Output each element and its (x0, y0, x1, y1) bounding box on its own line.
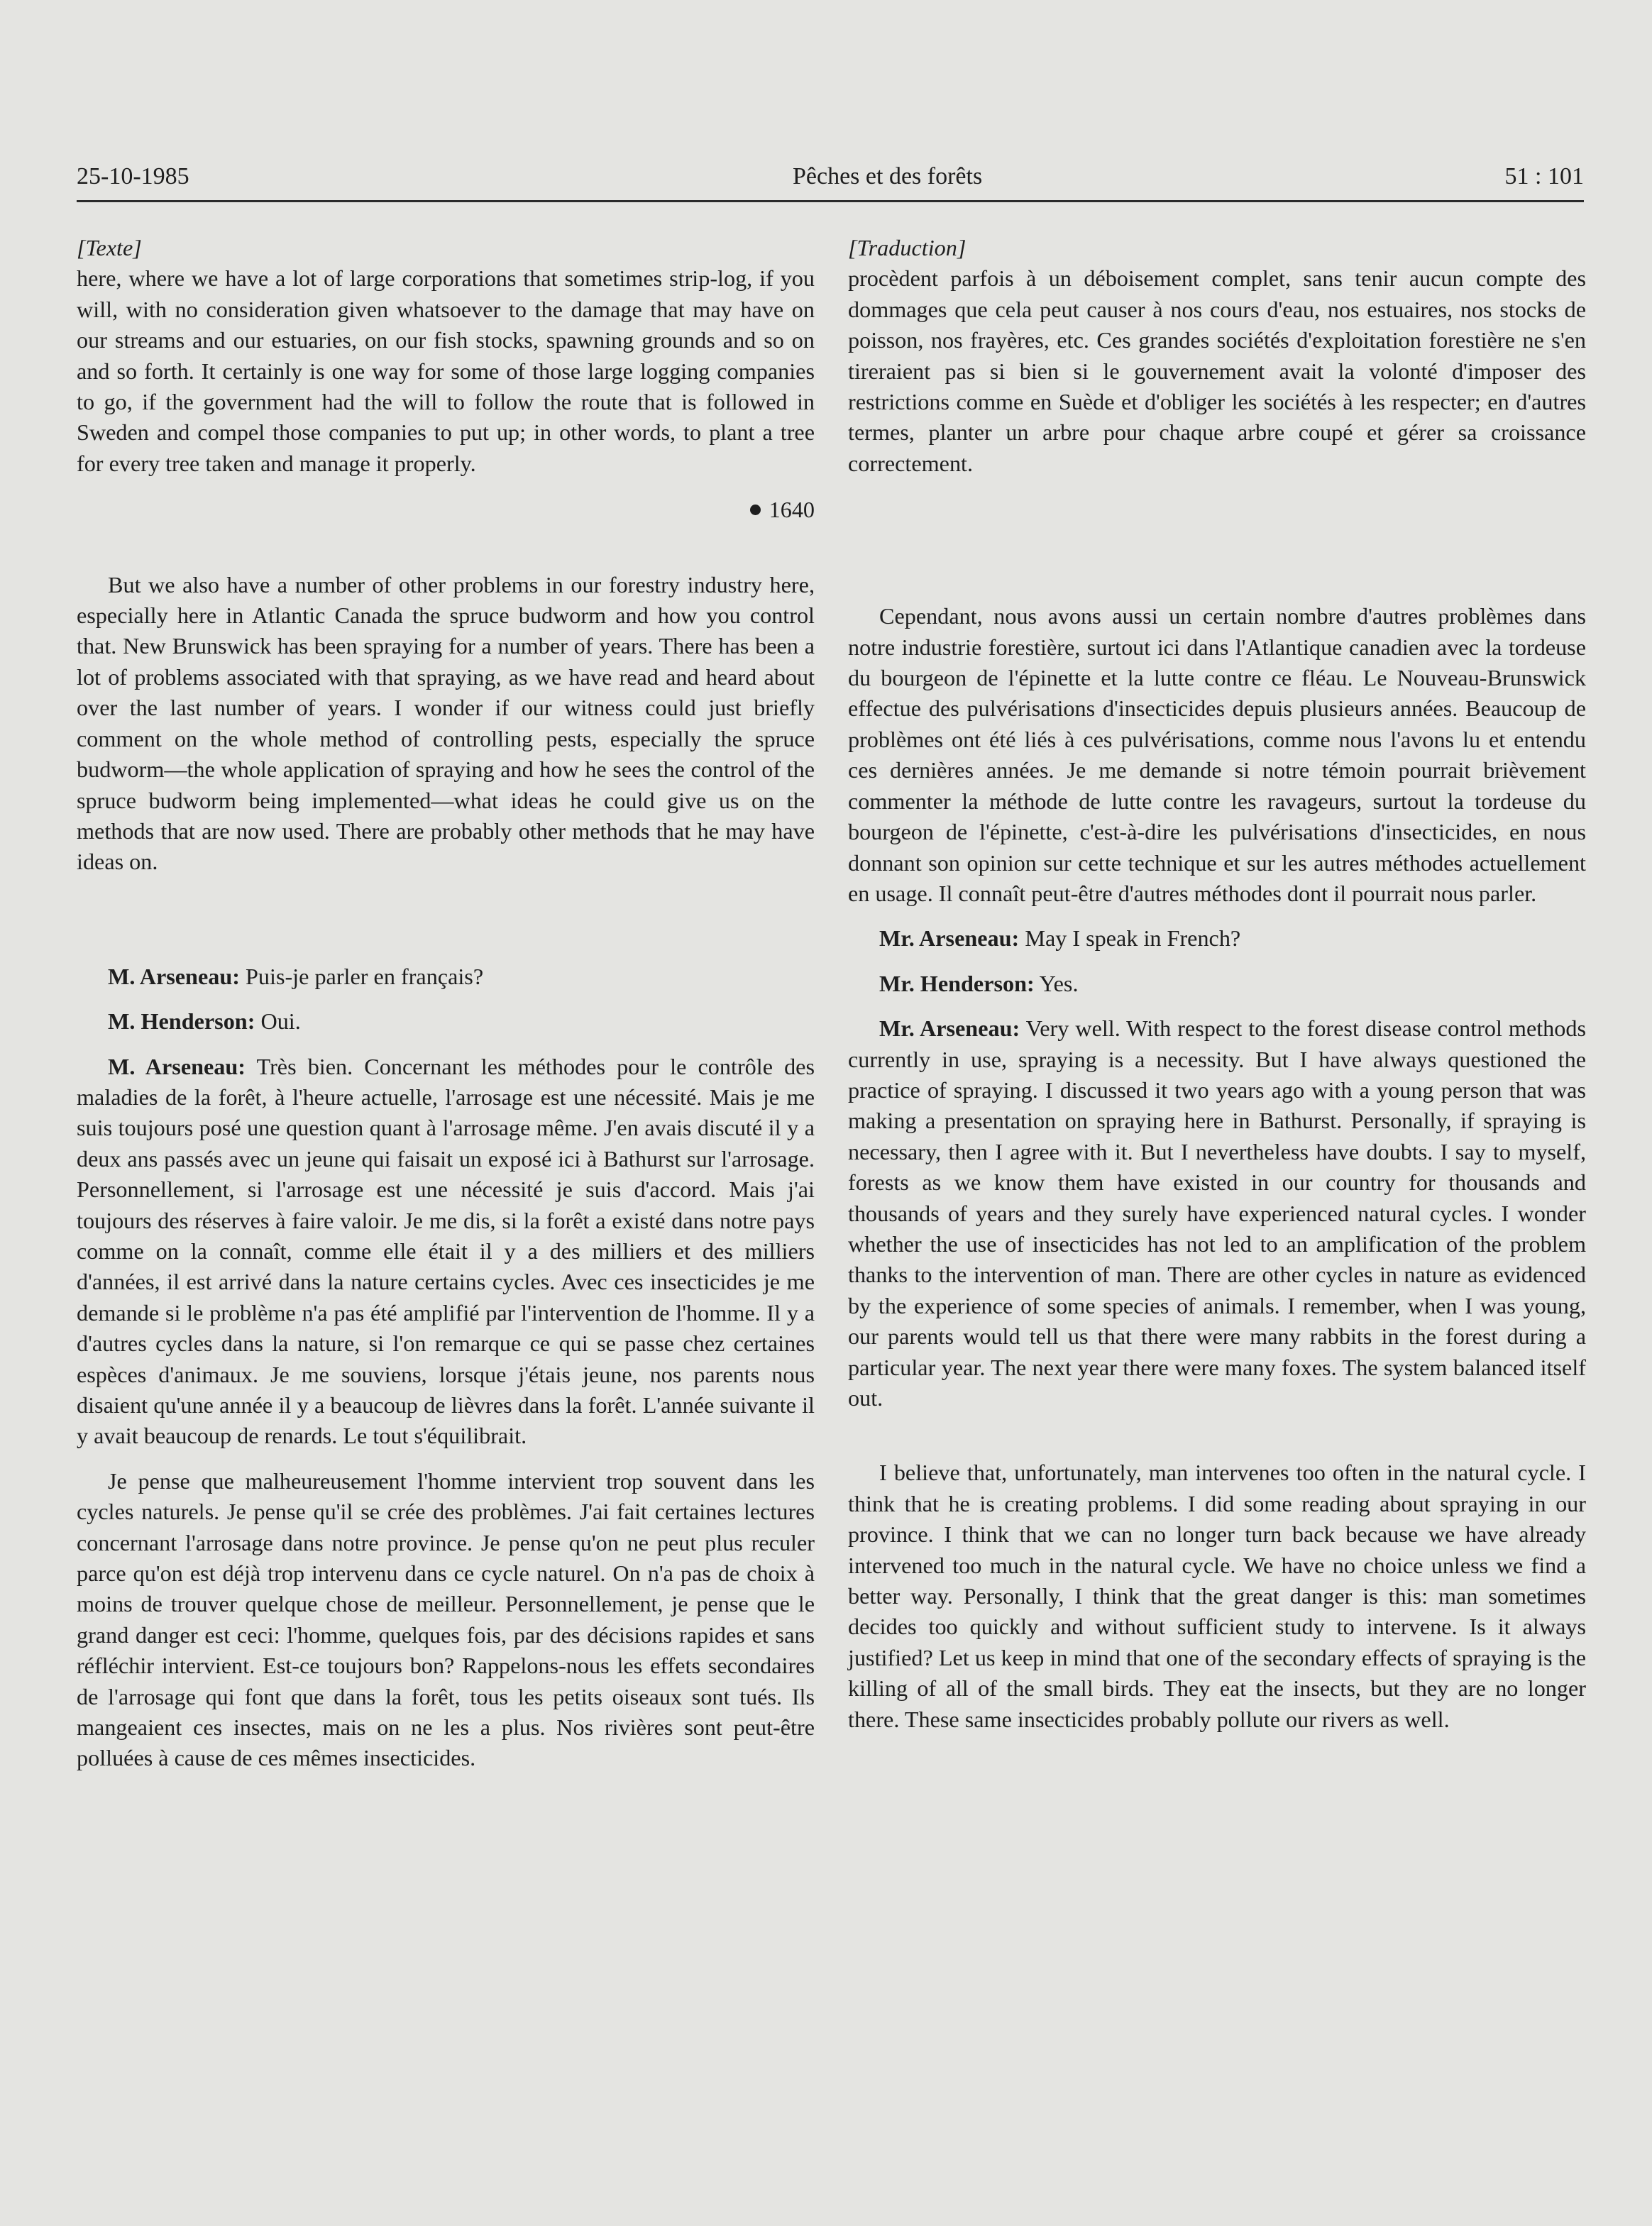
speaker-name: Mr. Henderson: (879, 970, 1035, 996)
speaker-paragraph (77, 1006, 815, 1037)
paragraph: Je pense que malheureusement l'homme intervient trop souvent dans les cycles naturels. Je pense qu'il se crée des problèmes. J'ai fait certaines lectures concernant l'arrosage dans notre province. Je pense qu'on ne peut plus reculer parce qu'on est déjà trop intervenu dans ce cycle naturel. On n'a pas de choix à moins de trouver quelque chose de meilleur. Personnellement, je pense que le grand danger est ceci: l'homme, quelques fois, par des décisions rapides et sans réfléchir intervient. Est-ce toujours bon? Rappelons-nous les effets secondaires de l'arrosage qui font que dans la forêt, tous les petits oiseaux sont tués. Ils mangeaient ces insectes, mais on ne les a plus. Nos rivières sont peut-être polluées à cause de ces mêmes insecticides. (77, 1467, 815, 1771)
bullet-icon (750, 505, 761, 515)
language-label (848, 233, 1586, 263)
left-column-original-text (77, 233, 815, 1774)
speaker-paragraph (848, 969, 1586, 999)
speaker-paragraph (848, 923, 1586, 954)
speaker-text: Yes. (1039, 970, 1079, 996)
language-label-text: Texte (85, 235, 133, 260)
paragraph: I believe that, unfortunately, man intervenes too often in the natural cycle. I think that he is creating problems. I did some reading about spraying in our province. I think that we can no longer turn back because we have already intervened too much in the natural cycle. We have no choice unless we find a better way. Personally, I think that the great danger is this: man sometimes decides too quickly and without sufficient study to intervene. Is it always justified? Let us keep in mind that one of the secondary effects of spraying is the killing of all of the small birds. They eat the insects, but they are no longer there. These same insecticides probably pollute our rivers as well. (848, 1460, 1586, 1732)
speaker-name: M. Henderson: (108, 1008, 255, 1035)
speaker-text: May I speak in French? (1025, 925, 1241, 952)
speaker-text: Très bien. Concernant les méthodes pour le contrôle des maladies de la forêt, à l'heure actuelle, l'arrosage est une nécessité. Mais je me suis toujours posé une question quant à l'arrosage même. J'en avais discuté il y a deux ans passés avec un jeune qui faisait un exposé ici à Bathurst sur l'arrosage. Personnellement, si l'arrosage est une nécessité je suis d'accord. Mais j'ai toujours des réserves à faire valoir. Je me dis, si la forêt a existé dans notre pays comme on la connaît, comme elle était il y a des milliers et des milliers d'années, il est arrivé dans la nature certains cycles. Avec ces insecticides je me demande si le problème n'a pas été amplifié par l'intervention de l'homme. Il y a d'autres cycles dans la nature, si l'on remarque ce qui se passe chez certaines espèces d'animaux. Je me souviens, lorsque j'étais jeune, nos parents nous disaient qu'une année il y a beaucoup de lièvres dans la forêt. L'année suivante il y avait beaucoup de renards. Le tout s'équilibrait. (77, 1053, 815, 1449)
bracket-open: [ (848, 235, 857, 260)
page-header (77, 160, 1584, 202)
language-label (77, 233, 815, 263)
speaker-text: Puis-je parler en français? (246, 963, 484, 989)
speaker-text: Very well. With respect to the forest disease control methods currently in use, spraying is a necessity. But I have always questioned the practice of spraying. I discussed it two years ago with a young person that was making a presentation on spraying here in Bathurst. Personally, if spraying is necessary, then I agree with it. But I nevertheless have doubts. I say to myself, forests as we know them have existed in our country for thousands and thousands of years and they surely have experienced natural cycles. I wonder whether the use of insecticides has not led to an amplification of the problem thanks to the intervention of man. There are other cycles in nature as evidenced by the experience of some species of animals. I remember, when I was young, our parents would tell us that there were many rabbits in the forest during a particular year. The next year there were many foxes. The system balanced itself out. (848, 1015, 1586, 1411)
speaker-name: M. Arseneau: (108, 1053, 246, 1079)
paragraph: procèdent parfois à un déboisement complet, sans tenir aucun compte des dommages que cela peut causer à nos cours d'eau, nos estuaires, nos stocks de poisson, nos frayères, etc. Ces grandes sociétés d'exploitation forestière ne s'en tireraient pas si bien si le gouvernement avait la volonté d'imposer des restrictions comme en Suède et d'obliger les sociétés à les respecter; en d'autres termes, planter un arbre pour chaque arbre coupé et gérer sa croissance correctement. (848, 265, 1586, 476)
right-column-translation (848, 233, 1586, 1735)
speaker-name: Mr. Arseneau: (879, 1015, 1020, 1042)
language-label-text: Traduction (857, 235, 957, 260)
bracket-close: ] (957, 235, 967, 260)
time-marker (77, 495, 815, 525)
bracket-open: [ (77, 235, 86, 260)
time-marker-text: 1640 (769, 497, 815, 523)
speaker-name: M. Arseneau: (108, 963, 240, 989)
header-date: 25-10-1985 (77, 163, 189, 189)
speaker-paragraph (77, 1052, 815, 1452)
paragraph: here, where we have a lot of large corporations that sometimes strip-log, if you will, with no consideration given whatsoever to the damage that may have on our streams and our estuaries, on our fish stocks, spawning grounds and so on and so forth. It certainly is one way for some of those large logging companies to go, if the government had the will to follow the route that is followed in Sweden and compel those companies to put up; in other words, to plant a tree for every tree taken and manage it properly. (77, 265, 815, 476)
speaker-name: Mr. Arseneau: (879, 925, 1020, 952)
speaker-paragraph (848, 1013, 1586, 1414)
bracket-close: ] (133, 235, 142, 260)
header-page-number: 51 : 101 (1504, 163, 1584, 189)
speaker-text: Oui. (260, 1008, 301, 1035)
speaker-paragraph (77, 962, 815, 992)
header-title: Pêches et des forêts (793, 163, 983, 189)
paragraph: Cependant, nous avons aussi un certain nombre d'autres problèmes dans notre industrie forestière, surtout ici dans l'Atlantique canadien avec la tordeuse du bourgeon de l'épinette et la lutte contre ce fléau. Le Nouveau-Brunswick effectue des pulvérisations d'insecticides depuis plusieurs années. Beaucoup de problèmes ont été liés à ces pulvérisations, comme nous l'avons lu et entendu ces dernières années. Je me demande si notre témoin pourrait brièvement commenter la méthode de lutte contre les ravageurs, surtout la tordeuse du bourgeon de l'épinette, c'est-à-dire les pulvérisations d'insecticides, en nous donnant son opinion sur cette technique et sur les autres méthodes actuellement en usage. Il connaît peut-être d'autres méthodes dont il pourrait nous parler. (848, 603, 1586, 906)
paragraph: But we also have a number of other problems in our forestry industry here, especially here in Atlantic Canada the spruce budworm and how you control that. New Brunswick has been spraying for a number of years. There has been a lot of problems associated with that spraying, as we have read and heard about over the last number of years. I wonder if our witness could just briefly comment on the whole method of controlling pests, especially the spruce budworm—the whole application of spraying and how he sees the control of the spruce budworm being implemented—what ideas he could give us on the methods that are now used. There are probably other methods that he may have ideas on. (77, 571, 815, 875)
